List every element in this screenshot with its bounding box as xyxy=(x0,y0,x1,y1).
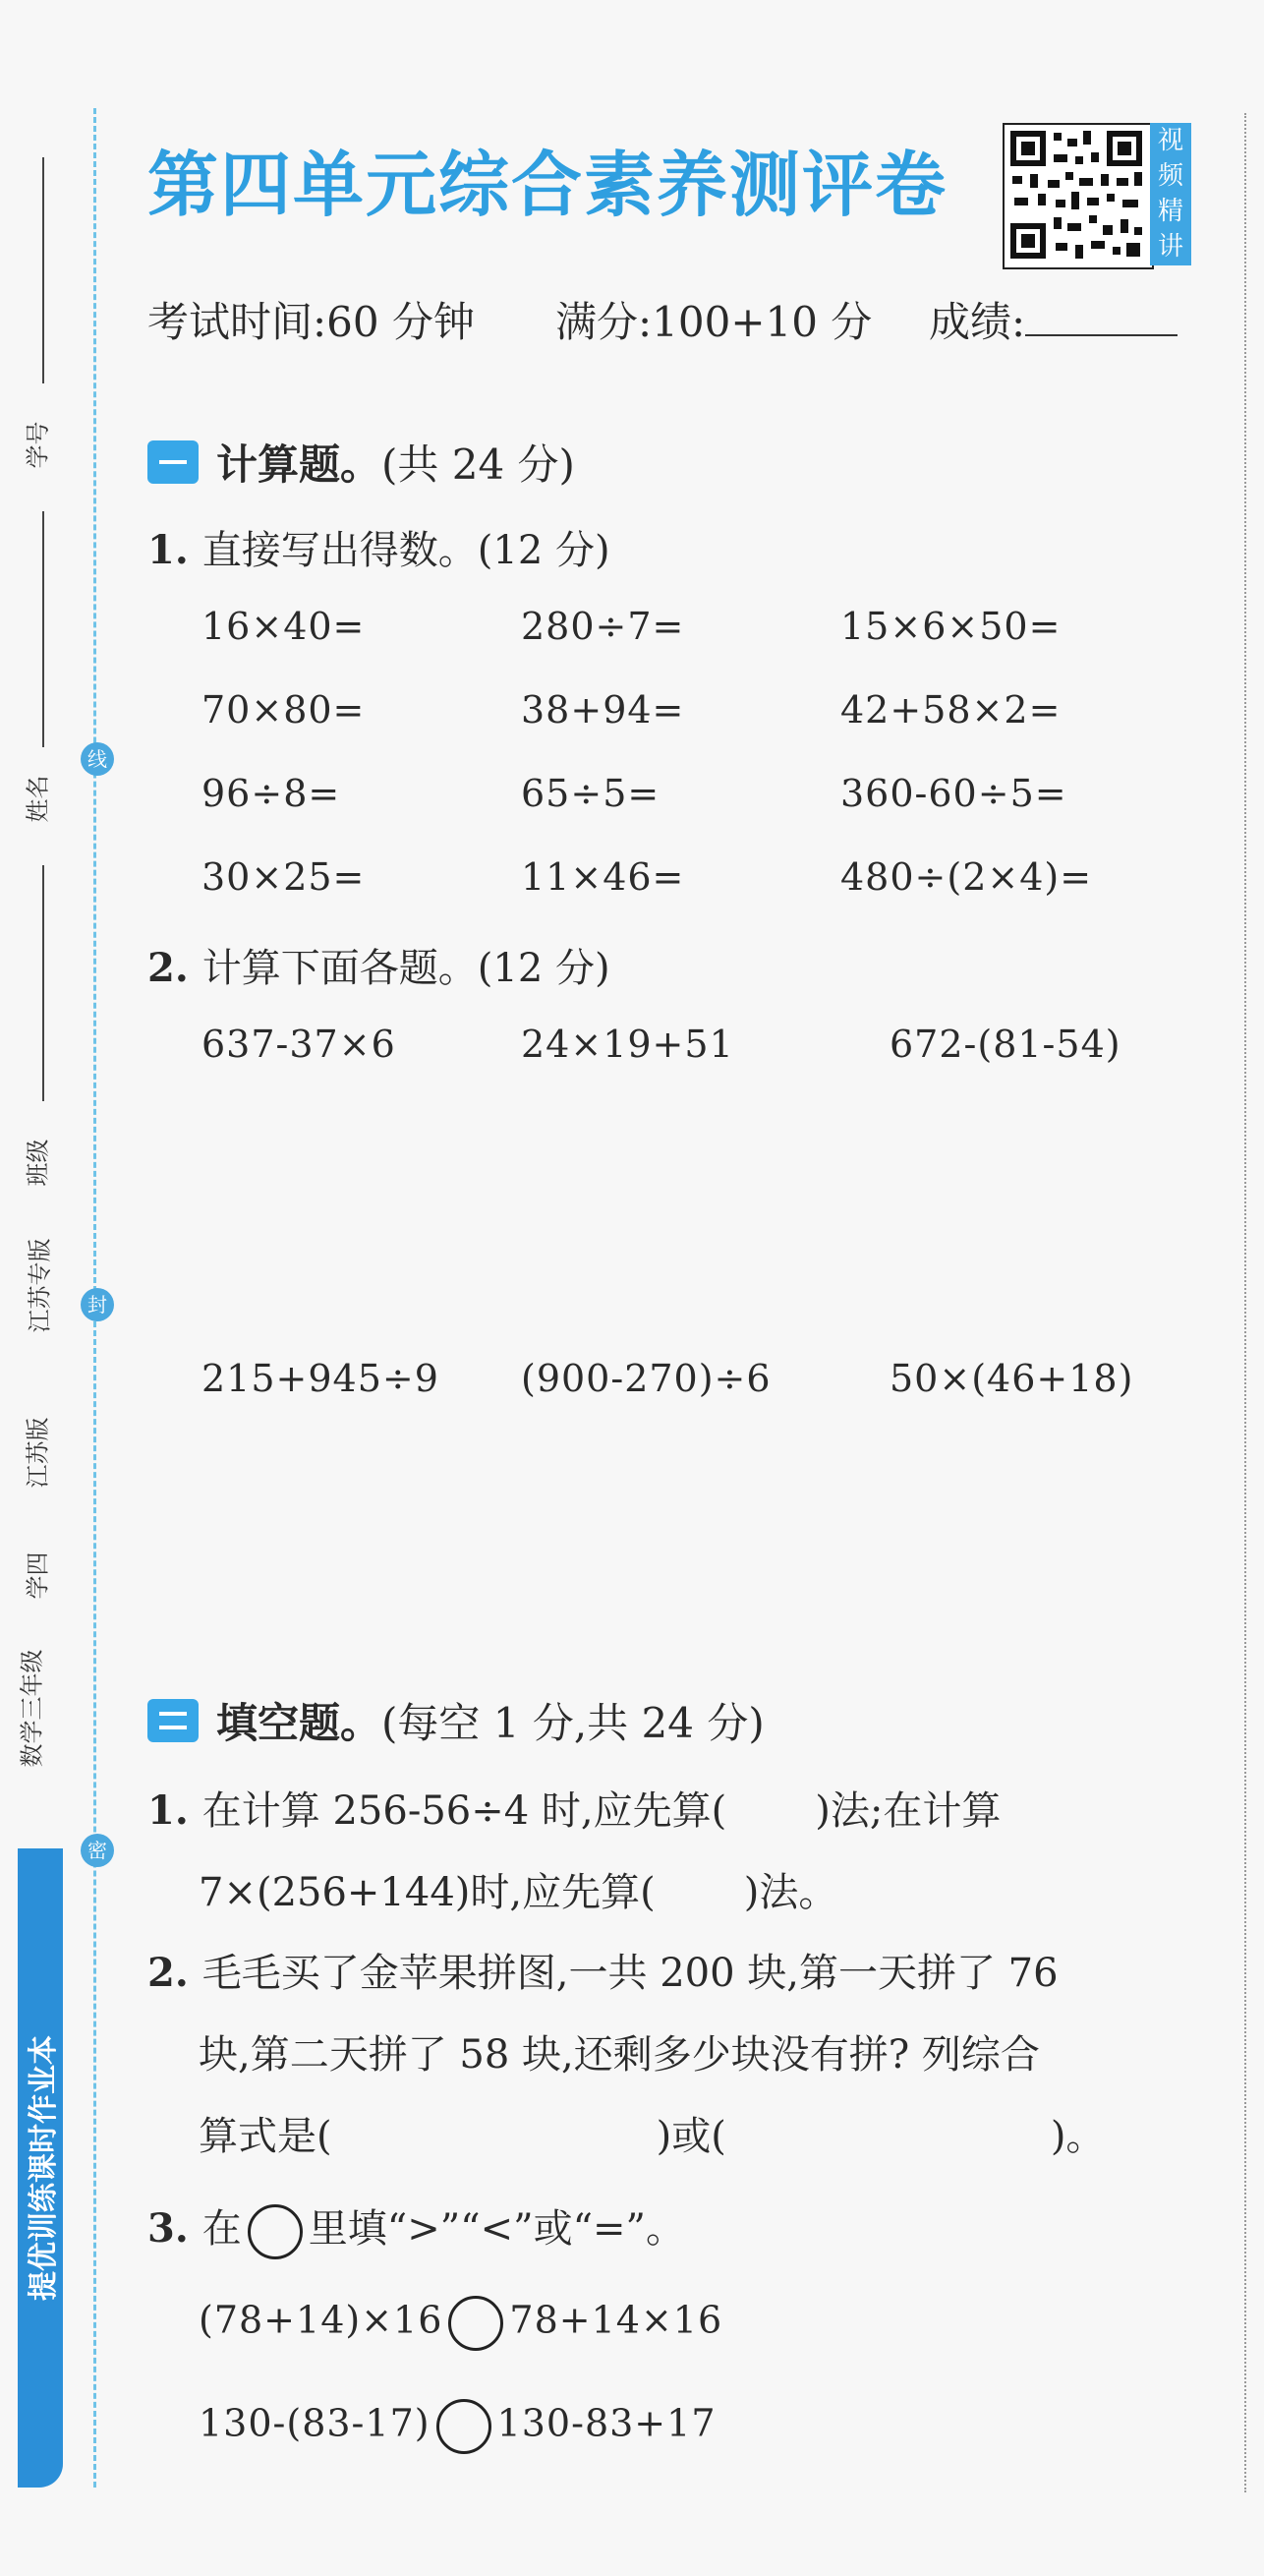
question-text: 算式是( xyxy=(199,2114,332,2159)
name-line xyxy=(42,511,44,747)
section-1-points: (共 24 分) xyxy=(381,440,575,489)
question-2-1-cont xyxy=(199,1861,837,1917)
question-number: 3. xyxy=(147,2205,189,2252)
question-text: 计算下面各题。(12 分) xyxy=(201,946,610,991)
label-edition: 江苏专版 xyxy=(26,1238,54,1333)
calc-expression: 50×(46+18) xyxy=(890,1357,1134,1400)
compare-right: 78+14×16 xyxy=(509,2298,723,2342)
calc-item: 16×40= xyxy=(201,605,366,648)
video-tag-char: 讲 xyxy=(1157,232,1183,262)
calc-expression: 637-37×6 xyxy=(201,1023,396,1066)
video-tag xyxy=(1150,123,1191,265)
score-field xyxy=(929,290,1178,349)
question-text: 7×(256+144)时,应先算( xyxy=(199,1870,656,1915)
binding-strip xyxy=(0,0,116,2576)
question-text: )法;在计算 xyxy=(815,1788,1002,1834)
compare-left: (78+14)×16 xyxy=(199,2298,443,2342)
section-2-heading xyxy=(147,1691,765,1750)
label-edition-2: 江苏版 xyxy=(24,1417,52,1489)
section-2-points: (每空 1 分,共 24 分) xyxy=(381,1699,765,1747)
question-number: 1. xyxy=(147,527,189,573)
video-tag-char: 频 xyxy=(1157,161,1183,191)
label-class: 班级 xyxy=(24,1139,52,1187)
question-number: 2. xyxy=(147,945,189,991)
question-text: )。 xyxy=(1050,2114,1106,2159)
question-2-1 xyxy=(147,1780,1001,1836)
calc-item: 360-60÷5= xyxy=(840,772,1067,815)
section-1-title: 计算题。 xyxy=(216,440,382,489)
calc-expression: 215+945÷9 xyxy=(201,1357,439,1400)
mark-seal: 封 xyxy=(81,1288,114,1321)
score-label: 成绩: xyxy=(929,298,1026,346)
section-2-title: 填空题。 xyxy=(216,1699,382,1747)
qr-code-icon[interactable] xyxy=(1003,123,1154,269)
mark-secret: 密 xyxy=(81,1834,114,1867)
compare-row xyxy=(199,2296,722,2351)
page-title: 第四单元综合素养测评卷 xyxy=(147,144,948,226)
class-line xyxy=(42,865,44,1101)
calc-item: 480÷(2×4)= xyxy=(840,855,1093,899)
score-blank[interactable] xyxy=(1025,299,1178,336)
question-text: 里填“>”“<”或“=”。 xyxy=(308,2206,686,2252)
compare-circle-icon xyxy=(248,2204,303,2259)
question-number: 2. xyxy=(147,1950,189,1996)
calc-expression: 672-(81-54) xyxy=(890,1023,1121,1066)
label-subject: 学四 xyxy=(24,1551,52,1600)
question-text: )或( xyxy=(656,2114,726,2159)
question-number: 1. xyxy=(147,1787,189,1834)
section-1-heading xyxy=(147,433,575,492)
calc-item: 96÷8= xyxy=(201,772,341,815)
calc-item: 280÷7= xyxy=(521,605,685,648)
question-1-1 xyxy=(147,519,610,575)
section-1-badge-icon xyxy=(147,440,199,484)
question-text: 毛毛买了金苹果拼图,一共 200 块,第一天拼了 76 xyxy=(201,1951,1059,1996)
brand-text: 提优训练课时作业本 xyxy=(27,2035,61,2301)
compare-circle-input[interactable] xyxy=(448,2296,503,2351)
calc-item: 42+58×2= xyxy=(840,688,1062,732)
calc-item: 65÷5= xyxy=(521,772,661,815)
compare-left: 130-(83-17) xyxy=(199,2401,431,2445)
compare-circle-input[interactable] xyxy=(436,2399,491,2454)
calc-item: 15×6×50= xyxy=(840,605,1062,648)
question-2-2 xyxy=(147,1942,1059,1998)
label-name: 姓名 xyxy=(24,775,52,823)
video-tag-char: 精 xyxy=(1157,197,1183,226)
question-1-2 xyxy=(147,937,610,993)
question-text: 在 xyxy=(201,2206,242,2252)
calc-item: 30×25= xyxy=(201,855,366,899)
section-2-badge-icon xyxy=(147,1699,199,1742)
right-cut-line xyxy=(1244,113,1246,2492)
brand-banner xyxy=(18,1848,63,2488)
question-text: 在计算 256-56÷4 时,应先算( xyxy=(201,1788,727,1834)
question-text: )法。 xyxy=(743,1870,838,1915)
calc-expression: 24×19+51 xyxy=(521,1023,734,1066)
video-tag-char: 视 xyxy=(1157,126,1183,155)
calc-item: 11×46= xyxy=(521,855,685,899)
calc-item: 70×80= xyxy=(201,688,366,732)
question-text: 直接写出得数。(12 分) xyxy=(201,528,610,573)
compare-right: 130-83+17 xyxy=(496,2401,717,2445)
mark-line: 线 xyxy=(81,742,114,776)
label-grade: 数学三年级 xyxy=(18,1649,46,1768)
compare-row xyxy=(199,2399,717,2454)
full-score: 满分:100+10 分 xyxy=(555,298,873,346)
exam-time: 考试时间:60 分钟 xyxy=(147,298,475,346)
label-student-id: 学号 xyxy=(24,421,52,469)
question-2-3 xyxy=(147,2197,685,2259)
calc-expression: (900-270)÷6 xyxy=(521,1357,772,1400)
question-2-2-line2: 块,第二天拼了 58 块,还剩多少块没有拼? 列综合 xyxy=(199,2032,1040,2078)
student-id-line xyxy=(42,157,44,383)
calc-item: 38+94= xyxy=(521,688,685,732)
question-2-2-line3 xyxy=(199,2105,1105,2161)
